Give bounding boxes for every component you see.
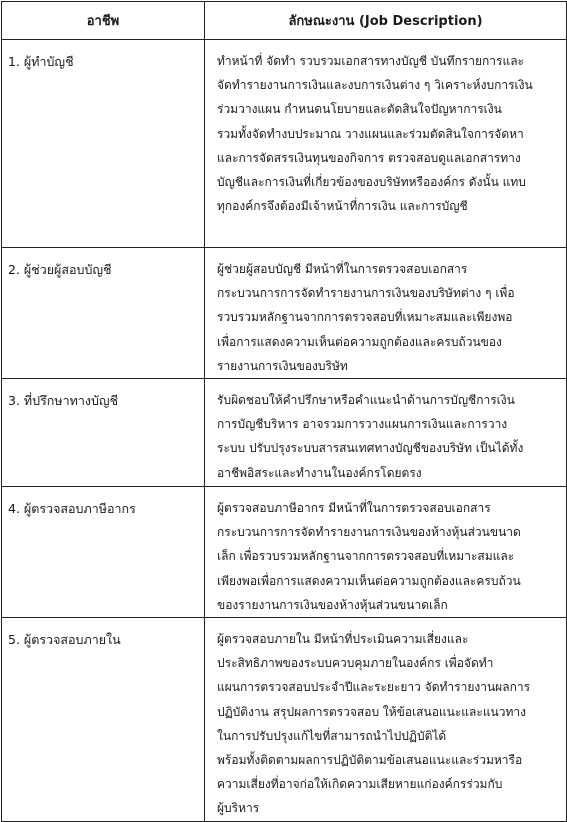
description-cell	[205, 487, 567, 618]
table-row	[2, 618, 567, 822]
table-row	[2, 248, 567, 379]
description-line: พร้อมทั้งติดตามผลการปฏิบัติตามข้อเสนอแนะและร่วมหารือ	[217, 753, 523, 768]
description-line: ระบบ ปรับปรุงระบบสารสนเทศทางบัญชีของบริษัท เป็นได้ทั้ง	[217, 441, 524, 456]
table-header-row	[2, 2, 567, 40]
occupation-header: อาชีพ	[2, 2, 205, 40]
description-line: ผู้ตรวจสอบภายใน มีหน้าที่ประเมินความเสี่ยงและ	[217, 632, 469, 647]
description-line: รายงานการเงินของบริษัท	[217, 358, 348, 373]
occupation-cell: 4. ผู้ตรวจสอบภาษีอากร	[2, 487, 205, 618]
table-row	[2, 379, 567, 487]
occupation-cell: 1. ผู้ทำบัญชี	[2, 40, 205, 248]
description-line: ผู้ช่วยผู้สอบบัญชี มีหน้าที่ในการตรวจสอบเอกสาร	[217, 262, 468, 276]
description-line: ในการปรับปรุงแก้ไขที่สามารถนำไปปฏิบัติได้	[217, 728, 447, 743]
description-line: รับผิดชอบให้คำปรึกษาหรือคำแนะนำด้านการบัญชีการเงิน	[217, 393, 515, 408]
description-line: การบัญชีบริหาร อาจรวมการวางแผนการเงินและการวาง	[217, 417, 508, 432]
description-line: รวมทั้งจัดทำงบประมาณ วางแผนและร่วมตัดสินใจการจัดหา	[217, 126, 524, 141]
description-line: จัดทำรายงานการเงินและงบการเงินต่าง ๆ วิเคราะห์งบการเงิน	[217, 78, 533, 93]
description-line: ผู้บริหาร	[217, 801, 260, 816]
occupation-cell: 3. ที่ปรึกษาทางบัญชี	[2, 379, 205, 487]
occupation-cell: 2. ผู้ช่วยผู้สอบบัญชี	[2, 248, 205, 379]
description-line: อาชีพอิสระและทำงานในองค์กรโดยตรง	[217, 465, 422, 480]
description-line: ของรายงานการเงินของห้างหุ้นส่วนขนาดเล็ก	[217, 597, 448, 612]
table-row	[2, 40, 567, 248]
description-line: เพื่อการแสดงความเห็นต่อความถูกต้องและครบถ้วนของ	[217, 334, 502, 349]
description-line: กระบวนการการจัดทำรายงานการเงินของบริษัทต่าง ๆ เพื่อ	[217, 286, 515, 301]
description-line: ประสิทธิภาพของระบบควบคุมภายในองค์กร เพื่อจัดทำ	[217, 656, 494, 671]
description-line: ทำหน้าที่ จัดทำ รวบรวมเอกสารทางบัญชี บันทึกรายการและ	[217, 54, 524, 68]
description-line: เล็ก เพื่อรวบรวมหลักฐานจากการตรวจสอบที่เหมาะสมและ	[217, 549, 515, 564]
description-line: รวบรวมหลักฐานจากการตรวจสอบที่เหมาะสมและเพียงพอ	[217, 310, 513, 325]
description-cell	[205, 618, 567, 822]
description-line: ทุกองค์กรจึงต้องมีเจ้าหน้าที่การเงิน และการบัญชี	[217, 199, 468, 214]
description-line: ความเสี่ยงที่อาจก่อให้เกิดความเสียหายแก่องค์กรร่วมกับ	[217, 777, 503, 792]
description-cell	[205, 379, 567, 487]
table-row	[2, 487, 567, 618]
description-line: และการจัดสรรเงินทุนของกิจการ ตรวจสอบดูแลเอกสารทาง	[217, 150, 521, 165]
description-line: แผนการตรวจสอบประจำปีและระยะยาว จัดทำรายงานผลการ	[217, 680, 531, 695]
description-header: ลักษณะงาน (Job Description)	[205, 2, 567, 40]
description-line: กระบวนการการจัดทำรายงานการเงินของห้างหุ้นส่วนขนาด	[217, 525, 521, 540]
description-line: บัญชีและการเงินที่เกี่ยวข้องของบริษัทหรือองค์กร ดังนั้น แทบ	[217, 175, 526, 190]
description-cell	[205, 248, 567, 379]
description-cell	[205, 40, 567, 248]
occupation-cell: 5. ผู้ตรวจสอบภายใน	[2, 618, 205, 822]
description-line: ร่วมวางแผน กำหนดนโยบายและตัดสินใจปัญหาการเงิน	[217, 102, 502, 117]
description-line: เพียงพอเพื่อการแสดงความเห็นต่อความถูกต้องและครบถ้วน	[217, 573, 521, 588]
job-description-table	[1, 1, 567, 822]
description-line: ปฏิบัติงาน สรุปผลการตรวจสอบ ให้ข้อเสนอแนะและแนวทาง	[217, 704, 527, 719]
description-line: ผู้ตรวจสอบภาษีอากร มีหน้าที่ในการตรวจสอบเอกสาร	[217, 501, 491, 516]
